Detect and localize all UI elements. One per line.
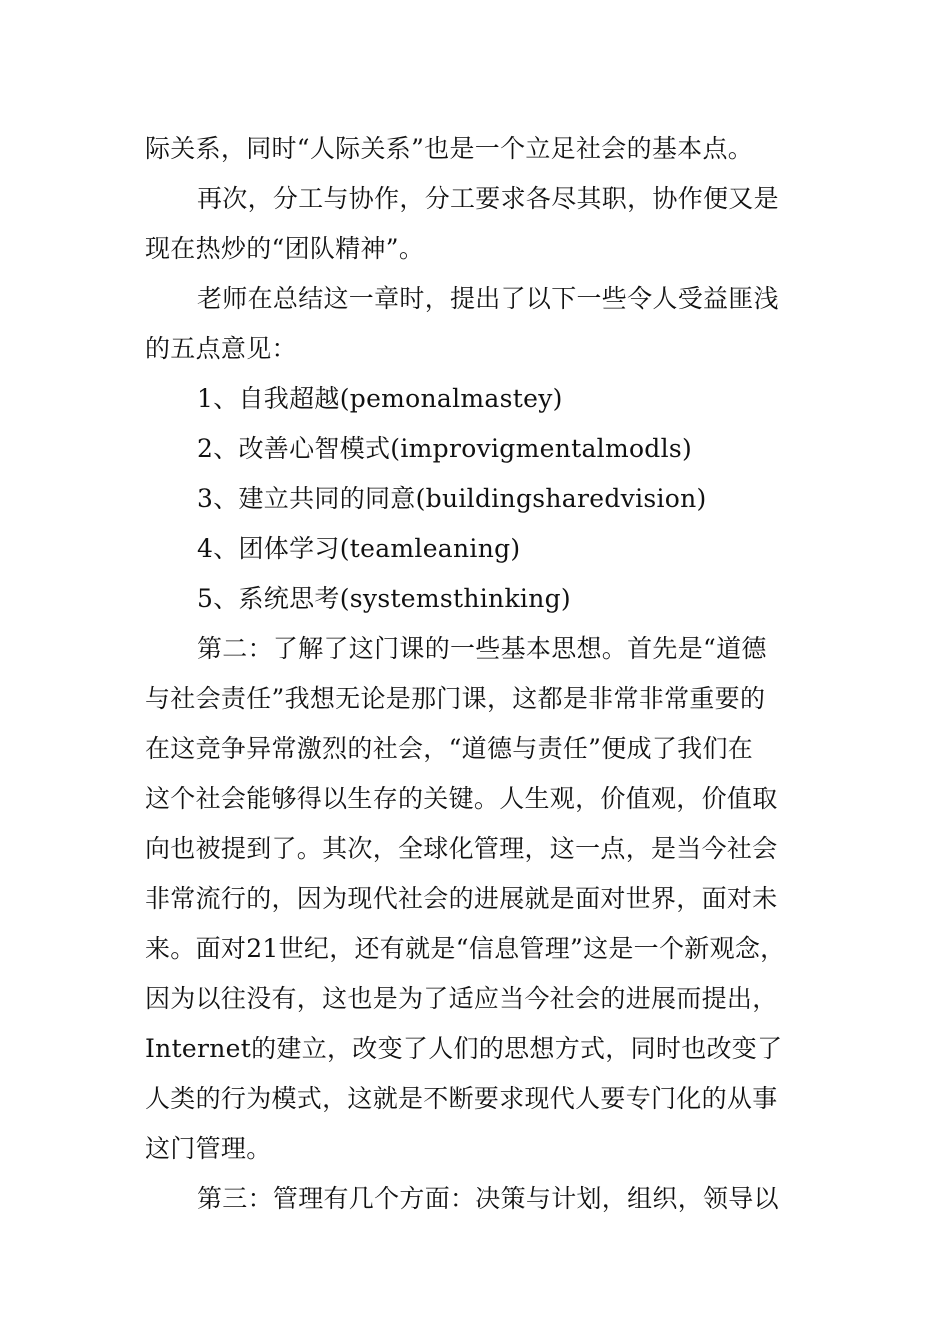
text-line: 与社会责任”我想无论是那门课，这都是非常非常重要的 — [145, 684, 766, 713]
list-item: 5、系统思考(systemsthinking) — [197, 584, 571, 613]
text-line: 这个社会能够得以生存的关键。人生观，价值观，价值取 — [145, 784, 778, 813]
text-line: 再次，分工与协作，分工要求各尽其职，协作便又是 — [197, 184, 779, 213]
text-line: 非常流行的，因为现代社会的进展就是面对世界，面对未 — [145, 884, 778, 913]
text-line: 第二：了解了这门课的一些基本思想。首先是“道德 — [197, 634, 767, 663]
text-line: 现在热炒的“团队精神”。 — [145, 234, 425, 263]
text-line: 第三：管理有几个方面：决策与计划，组织，领导以 — [197, 1184, 779, 1213]
text-line: 向也被提到了。其次，全球化管理，这一点，是当今社会 — [145, 834, 778, 863]
list-item: 1、自我超越(pemonalmastey) — [197, 384, 563, 413]
text-line: Internet的建立，改变了人们的思想方式，同时也改变了 — [145, 1034, 783, 1063]
text-line: 来。面对21世纪，还有就是“信息管理”这是一个新观念， — [145, 934, 786, 963]
list-item: 2、改善心智模式(improvigmentalmodls) — [197, 434, 693, 463]
list-item: 3、建立共同的同意(buildingsharedvision) — [197, 484, 707, 513]
text-line: 这门管理。 — [145, 1134, 272, 1163]
text-line: 际关系，同时“人际关系”也是一个立足社会的基本点。 — [145, 134, 754, 163]
text-line: 的五点意见： — [145, 334, 297, 363]
text-line: 因为以往没有，这也是为了适应当今社会的进展而提出， — [145, 984, 778, 1013]
text-line: 老师在总结这一章时，提出了以下一些令人受益匪浅 — [197, 284, 779, 313]
text-line: 在这竞争异常激烈的社会，“道德与责任”便成了我们在 — [145, 734, 754, 763]
text-line: 人类的行为模式，这就是不断要求现代人要专门化的从事 — [145, 1084, 778, 1113]
list-item: 4、团体学习(teamleaning) — [197, 534, 521, 563]
